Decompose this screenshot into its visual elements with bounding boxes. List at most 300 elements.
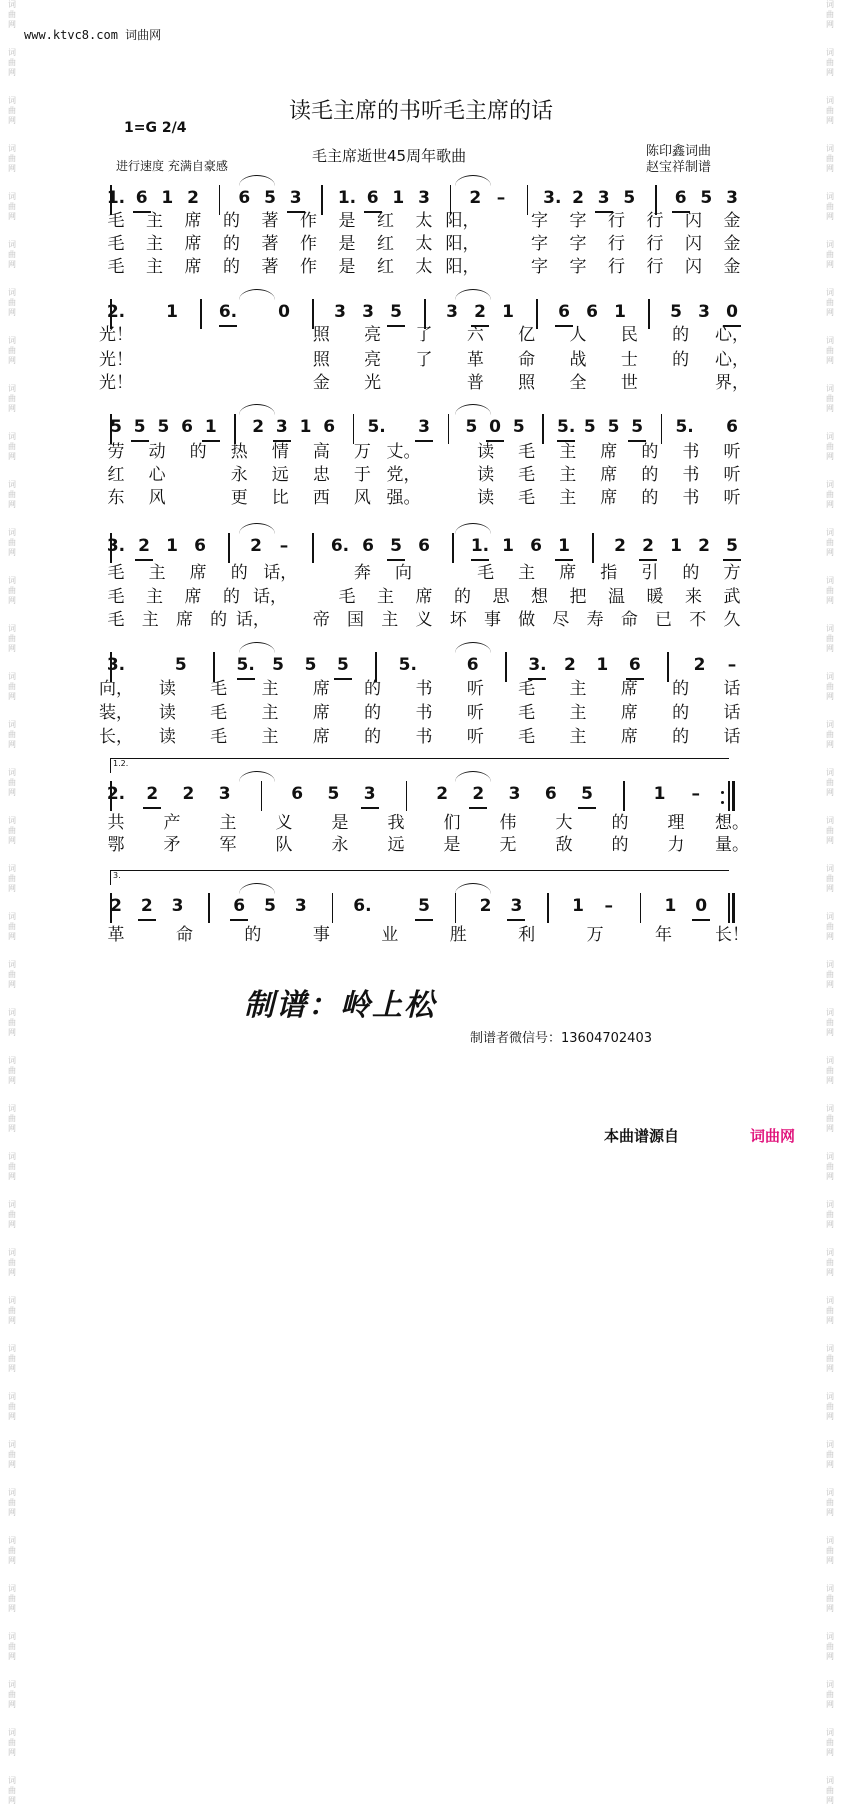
beam	[578, 807, 596, 809]
lyric-char: 字	[569, 257, 587, 277]
lyric-char: 书	[415, 703, 433, 723]
note: 2	[563, 655, 576, 675]
note: 3	[446, 302, 458, 322]
lyric-char: 革	[107, 925, 125, 945]
note: 3	[698, 302, 710, 322]
note: 3	[289, 188, 302, 208]
lyric-char: 主	[146, 257, 163, 277]
lyric-char: 毛	[107, 257, 125, 277]
note: 3	[218, 784, 231, 804]
watermark-text: 词 曲 网	[8, 288, 16, 317]
lyric-char: 远	[271, 465, 289, 485]
lyric-char: 风	[353, 488, 371, 508]
lyric-char: 的	[223, 587, 240, 607]
hold-dash: –	[691, 784, 700, 804]
lyric-char: 利	[518, 925, 536, 945]
note: 6.	[330, 536, 350, 556]
hold-dash: –	[727, 655, 737, 675]
note: 3	[508, 784, 521, 804]
lyric-char: 的	[672, 325, 690, 345]
note: 3	[510, 896, 523, 916]
watermark-text: 词 曲 网	[8, 1392, 16, 1421]
lyric-char: 光！	[99, 373, 133, 393]
watermark-text: 词 曲 网	[826, 768, 834, 797]
watermark-text: 词 曲 网	[826, 672, 834, 701]
hold-dash: –	[496, 188, 506, 208]
note: 3.	[543, 188, 562, 208]
watermark-text: 词 曲 网	[826, 624, 834, 653]
lyric-char: 主	[261, 727, 279, 747]
lyric-char: 阳，	[445, 257, 480, 277]
note: 5	[174, 655, 187, 675]
note: 3	[362, 302, 374, 322]
slur	[239, 289, 275, 300]
lyric-char: 闪	[685, 211, 702, 231]
lyric-char: 远	[387, 835, 405, 855]
lyric-char: 主	[377, 587, 394, 607]
note: 5	[623, 188, 636, 208]
lyric-char: 长，	[99, 727, 133, 747]
watermark-text: 词 曲 网	[826, 864, 834, 893]
lyric-char: 字	[531, 257, 548, 277]
lyric-char: 闪	[685, 257, 702, 277]
footer-source: 本曲谱源自	[604, 1127, 680, 1145]
lyric-char: 主	[381, 610, 399, 630]
lyric-char: 万	[586, 925, 604, 945]
lyric-char: 的	[672, 350, 690, 370]
lyric-char: 界，	[715, 373, 749, 393]
watermark-text: 词 曲 网	[8, 768, 16, 797]
note: 5	[264, 896, 276, 916]
lyric-char: 民	[620, 325, 638, 345]
watermark-text: 词 曲 网	[8, 48, 16, 77]
slur	[455, 523, 491, 534]
watermark-text: 词 曲 网	[826, 1488, 834, 1517]
lyric-char: 阳，	[445, 211, 480, 231]
lyric-char: 党，	[386, 465, 421, 485]
lyric-char: 席	[189, 563, 207, 583]
lyric-char: 心	[148, 465, 166, 485]
song-title: 读毛主席的书听毛主席的话	[288, 99, 553, 124]
note: 3.	[106, 655, 126, 675]
beam	[334, 678, 352, 680]
note: 1	[596, 655, 609, 675]
note: 3	[418, 417, 430, 437]
note: 1	[299, 417, 312, 437]
lyric-char: 心，	[715, 325, 749, 345]
note: 2	[479, 896, 492, 916]
note: 6	[530, 536, 542, 556]
lyric-char: 光！	[99, 350, 133, 370]
lyric-char: 席	[600, 442, 618, 462]
watermark-text: 词 曲 网	[826, 0, 834, 29]
lyric-char: 的	[364, 727, 382, 747]
lyric-char: 军	[219, 835, 237, 855]
note: 1.	[470, 536, 490, 556]
lyric-char: 听	[466, 679, 484, 699]
note: 6	[323, 417, 336, 437]
lyric-char: 金	[723, 234, 741, 254]
note: 3.	[106, 536, 126, 556]
lyric-char: 阳，	[445, 234, 480, 254]
note: 3	[275, 417, 288, 437]
lyric-char: 世	[620, 373, 638, 393]
note: 5.	[398, 655, 417, 675]
lyric-char: 西	[312, 488, 330, 508]
watermark-text: 词 曲 网	[826, 1728, 834, 1757]
lyric-char: 高	[312, 442, 330, 462]
note: 6	[558, 302, 570, 322]
lyric-char: 毛	[210, 703, 228, 723]
lyric-char: 席	[312, 679, 330, 699]
lyric-char: 指	[600, 563, 618, 583]
lyric-char: 主	[569, 703, 587, 723]
note: 1	[166, 302, 178, 322]
lyric-char: 的	[611, 813, 629, 833]
lyric-char: 毛	[518, 465, 536, 485]
lyric-char: 事	[483, 610, 501, 630]
lyric-char: 席	[600, 465, 618, 485]
barline	[667, 652, 669, 682]
lyric-char: 席	[600, 488, 618, 508]
note: 3	[294, 896, 307, 916]
lyric-char: 事	[312, 925, 330, 945]
watermark-text: 词 曲 网	[826, 1536, 834, 1565]
footer-brand[interactable]: 词曲网	[750, 1127, 796, 1145]
note: 5	[390, 302, 402, 322]
barline	[321, 185, 323, 215]
lyric-char: 尽	[552, 610, 570, 630]
lyric-char: 席	[184, 211, 202, 231]
slur	[239, 642, 275, 653]
watermark-text: 词 曲 网	[8, 1584, 16, 1613]
lyric-char: 万	[353, 442, 371, 462]
lyric-char: 毛	[210, 727, 228, 747]
note: 2	[469, 188, 482, 208]
watermark-text: 词 曲 网	[8, 1104, 16, 1133]
lyric-char: 金	[723, 211, 741, 231]
lyric-char: 主	[518, 563, 536, 583]
lyric-char: 著	[261, 257, 279, 277]
note: 1	[502, 302, 514, 322]
lyric-char: 的	[230, 563, 248, 583]
lyric-char: 主	[146, 234, 163, 254]
watermark-text: 词 曲 网	[826, 1440, 834, 1469]
lyric-char: 话，	[235, 610, 270, 630]
lyric-char: 六	[466, 325, 484, 345]
lyric-char: 普	[466, 373, 484, 393]
watermark-text: 词 曲 网	[8, 816, 16, 845]
lyric-char: 劳	[107, 442, 125, 462]
lyric-char: 席	[312, 727, 330, 747]
lyric-char: 太	[415, 234, 433, 254]
note: 1	[161, 188, 174, 208]
lyric-char: 更	[230, 488, 248, 508]
lyric-char: 红	[377, 234, 394, 254]
lyric-char: 行	[608, 234, 625, 254]
lyric-char: 的	[454, 587, 471, 607]
lyric-char: 席	[184, 257, 202, 277]
lyric-char: 话	[723, 727, 741, 747]
lyric-char: 书	[415, 679, 433, 699]
lyric-char: 书	[682, 465, 700, 485]
note: 5	[110, 417, 122, 437]
note: 2	[187, 188, 199, 208]
note: 5	[581, 784, 593, 804]
lyric-char: 行	[608, 257, 625, 277]
lyric-char: 毛	[107, 587, 125, 607]
lyric-char: 字	[569, 234, 587, 254]
end-barline-thick	[732, 893, 735, 923]
watermark-text: 词 曲 网	[8, 1152, 16, 1181]
lyric-char: 主	[559, 488, 577, 508]
lyric-char: 来	[685, 587, 702, 607]
note: 0	[726, 302, 738, 322]
lyric-char: 照	[518, 373, 536, 393]
lyric-char: 红	[377, 211, 394, 231]
lyric-char: 共	[107, 813, 125, 833]
lyric-char: 毛	[518, 488, 536, 508]
lyric-char: 读	[158, 703, 176, 723]
watermark-text: 词 曲 网	[8, 624, 16, 653]
lyric-char: 人	[569, 325, 587, 345]
lyric-char: 命	[175, 925, 193, 945]
lyric-char: 主	[146, 587, 163, 607]
watermark-text: 词 曲 网	[826, 960, 834, 989]
lyric-char: 主	[569, 679, 587, 699]
watermark-text: 词 曲 网	[826, 240, 834, 269]
lyric-char: 命	[620, 610, 638, 630]
lyric-char: 丈。	[386, 442, 421, 462]
lyric-char: 想。	[715, 813, 749, 833]
note: 3	[418, 188, 430, 208]
lyric-char: 读	[158, 679, 176, 699]
lyric-char: 向，	[99, 679, 133, 699]
note: 5.	[236, 655, 255, 675]
note: 5.	[675, 417, 694, 437]
lyric-char: 革	[466, 350, 484, 370]
lyric-char: 席	[184, 234, 202, 254]
note: 2.	[106, 784, 126, 804]
watermark-text: 词 曲 网	[8, 384, 16, 413]
lyric-char: 的	[672, 703, 690, 723]
lyric-char: 是	[338, 211, 356, 231]
lyric-char: 温	[608, 587, 625, 607]
lyric-char: 主	[219, 813, 237, 833]
lyric-char: 伟	[499, 813, 517, 833]
slur	[239, 523, 275, 534]
lyric-char: 的	[364, 703, 382, 723]
lyric-char: 永	[230, 465, 248, 485]
lyric-char: 全	[569, 373, 587, 393]
watermark-text: 词 曲 网	[826, 1776, 834, 1805]
lyric-char: 热	[230, 442, 248, 462]
watermark-text: 词 曲 网	[8, 528, 16, 557]
lyric-char: 作	[300, 257, 317, 277]
site-url[interactable]: www.ktvc8.com 词曲网	[24, 28, 162, 42]
wechat-id: 制谱者微信号：13604702403	[470, 1031, 652, 1046]
note: 5	[390, 536, 402, 556]
lyric-char: 行	[646, 257, 664, 277]
note: 1	[653, 784, 666, 804]
note: 5	[700, 188, 713, 208]
note: 6	[238, 188, 251, 208]
note: 5.	[367, 417, 386, 437]
lyric-char: 士	[620, 350, 638, 370]
note: 0	[278, 302, 290, 322]
key-signature: 1=G 2/4	[124, 120, 187, 136]
note: 5	[264, 188, 276, 208]
lyric-char: 太	[415, 211, 433, 231]
watermark-strip-right	[822, 0, 838, 1805]
lyric-char: 书	[682, 442, 700, 462]
lyric-char: 主	[141, 610, 159, 630]
end-barline-thick	[732, 781, 735, 811]
watermark-text: 词 曲 网	[826, 336, 834, 365]
watermark-text: 词 曲 网	[826, 1344, 834, 1373]
note: 6	[466, 655, 479, 675]
beam	[131, 440, 149, 442]
lyric-char: 了	[415, 325, 433, 345]
watermark-text: 词 曲 网	[8, 1536, 16, 1565]
note: 1	[670, 536, 682, 556]
lyric-char: 金	[312, 373, 330, 393]
barline	[592, 533, 594, 563]
lyric-char: 国	[347, 610, 365, 630]
lyric-char: 的	[611, 835, 629, 855]
note: 1	[558, 536, 570, 556]
beam	[469, 807, 487, 809]
lyric-char: 义	[275, 813, 293, 833]
note: 6	[366, 188, 379, 208]
lyric-char: 年	[655, 925, 673, 945]
watermark-text: 词 曲 网	[8, 576, 16, 605]
lyric-char: 量。	[715, 835, 749, 855]
watermark-text: 词 曲 网	[826, 576, 834, 605]
barline	[312, 533, 314, 563]
lyric-char: 金	[723, 257, 741, 277]
hold-dash: –	[279, 536, 289, 556]
tempo-marking: 进行速度 充满自豪感	[116, 159, 228, 173]
lyric-char: 毛	[210, 679, 228, 699]
note: 5	[157, 417, 170, 437]
lyric-char: 席	[620, 679, 638, 699]
lyric-char: 产	[163, 813, 181, 833]
lyric-char: 主	[146, 211, 163, 231]
watermark-text: 词 曲 网	[826, 1200, 834, 1229]
watermark-text: 词 曲 网	[826, 48, 834, 77]
watermark-text: 词 曲 网	[8, 0, 16, 29]
watermark-text: 词 曲 网	[8, 1488, 16, 1517]
lyric-char: 东	[107, 488, 125, 508]
note: 6.	[218, 302, 238, 322]
lyric-char: 们	[443, 813, 461, 833]
watermark-text: 词 曲 网	[826, 912, 834, 941]
lyric-char: 鄂	[107, 835, 125, 855]
watermark-text: 词 曲 网	[8, 1056, 16, 1085]
lyric-char: 队	[275, 835, 293, 855]
note: 1	[572, 896, 584, 916]
repeat-dot	[721, 791, 724, 794]
note: 2	[182, 784, 195, 804]
note: 1	[664, 896, 677, 916]
lyric-char: 向	[394, 563, 412, 583]
watermark-text: 词 曲 网	[826, 1680, 834, 1709]
lyricist-composer: 陈印鑫词曲	[646, 144, 712, 159]
lyric-char: 听	[723, 488, 741, 508]
lyric-char: 作	[300, 234, 317, 254]
barline	[536, 299, 538, 329]
lyric-char: 太	[415, 257, 433, 277]
note: 2	[698, 536, 710, 556]
beam	[692, 919, 710, 921]
note: 6	[628, 655, 641, 675]
lyric-char: 话，	[263, 563, 298, 583]
volta-label: 1.2.	[113, 759, 129, 768]
lyric-char: 著	[261, 234, 279, 254]
lyric-char: 情	[271, 442, 289, 462]
note: 6.	[353, 896, 372, 916]
lyric-char: 席	[415, 587, 433, 607]
lyric-char: 行	[646, 234, 664, 254]
watermark-text: 词 曲 网	[8, 960, 16, 989]
slur	[455, 175, 491, 186]
lyric-char: 毛	[107, 610, 125, 630]
lyric-char: 毛	[518, 442, 536, 462]
note: 1	[166, 536, 178, 556]
notator: 赵宝祥制谱	[646, 160, 712, 175]
barline	[406, 781, 408, 811]
barline	[219, 185, 221, 215]
note: 2	[572, 188, 584, 208]
lyric-char: 闪	[685, 234, 702, 254]
lyric-char: 话	[723, 703, 741, 723]
lyric-char: 是	[338, 257, 356, 277]
lyric-char: 主	[261, 679, 279, 699]
lyric-char: 帝	[312, 610, 330, 630]
lyric-char: 力	[667, 835, 685, 855]
note: 6	[362, 536, 374, 556]
note: 5	[304, 655, 317, 675]
note: 1.	[106, 188, 126, 208]
note: 5	[512, 417, 525, 437]
watermark-text: 词 曲 网	[8, 1728, 16, 1757]
lyric-char: 的	[364, 679, 382, 699]
lyric-char: 命	[518, 350, 536, 370]
note: 2	[436, 784, 449, 804]
watermark-text: 词 曲 网	[826, 1152, 834, 1181]
watermark-text: 词 曲 网	[826, 1584, 834, 1613]
lyric-char: 毛	[518, 727, 536, 747]
slur	[239, 404, 275, 415]
lyric-char: 心，	[715, 350, 749, 370]
note: 2	[140, 896, 153, 916]
beam	[415, 919, 433, 921]
lyric-char: 的	[682, 563, 700, 583]
lyric-char: 亿	[518, 325, 536, 345]
note: 1	[502, 536, 514, 556]
lyric-char: 主	[569, 727, 587, 747]
barline	[200, 299, 202, 329]
lyric-char: 红	[107, 465, 125, 485]
lyric-char: 照	[312, 350, 330, 370]
lyric-char: 强。	[386, 488, 421, 508]
lyric-char: 席	[312, 703, 330, 723]
lyric-char: 主	[261, 703, 279, 723]
watermark-text: 词 曲 网	[8, 672, 16, 701]
lyric-char: 亮	[364, 325, 382, 345]
note: 1	[204, 417, 217, 437]
